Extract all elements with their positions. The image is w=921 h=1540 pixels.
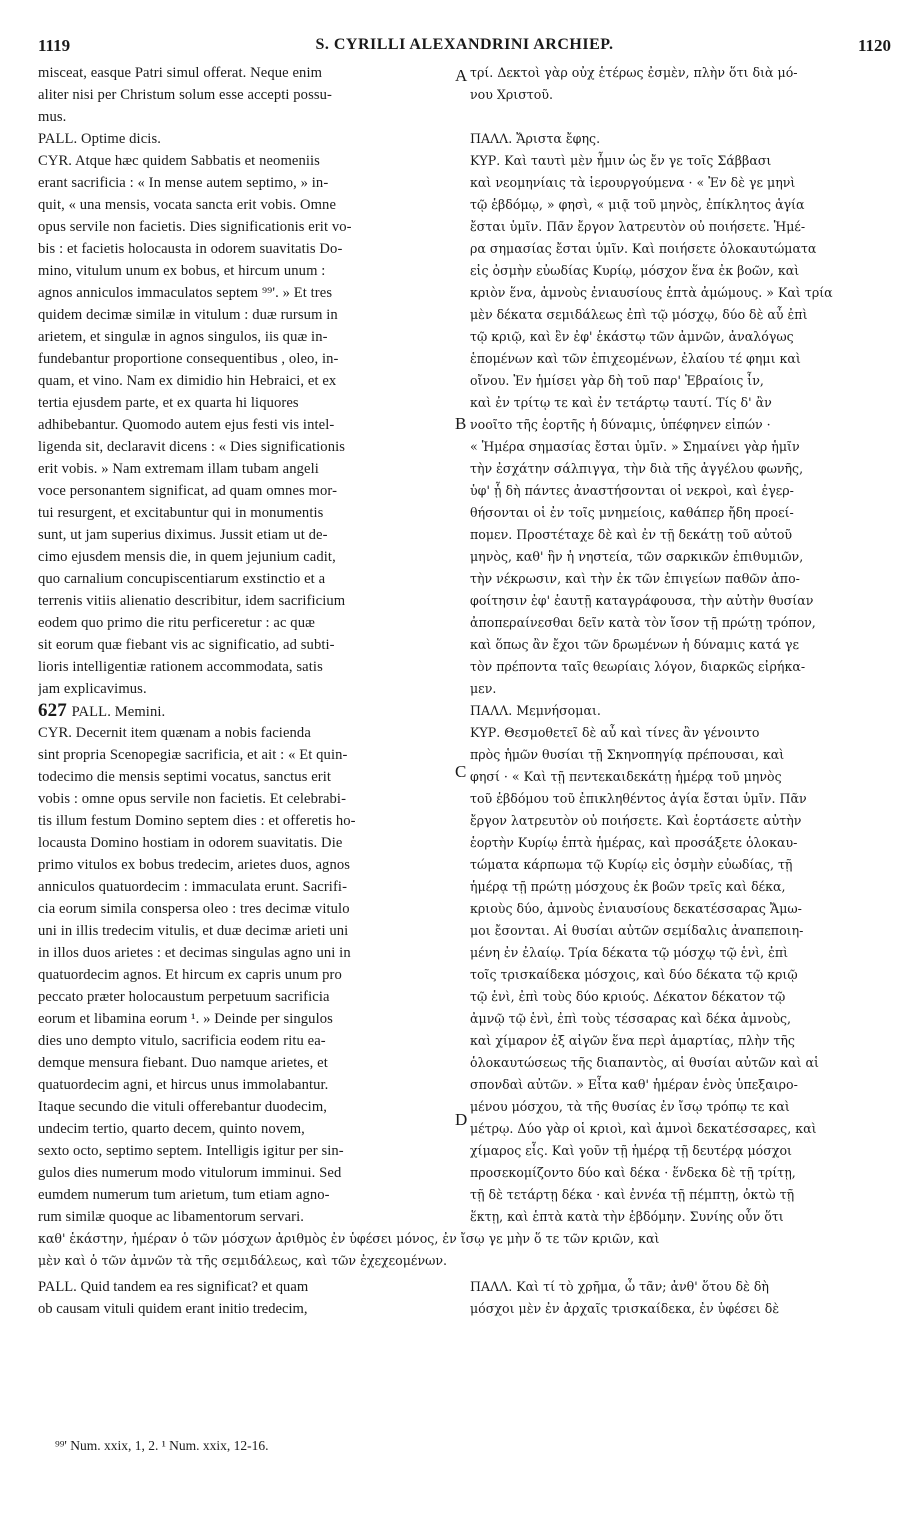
greek-line: τὴν ἐσχάτην σάλπιγγα, τὴν διὰ τῆς ἀγγέλου φωνῆς, <box>470 461 804 476</box>
latin-line: arietem, et singulæ in agnos singulos, iis quæ in- <box>38 329 328 345</box>
greek-line: κριοὺς δύο, ἀμνοὺς ἐνιαυσίους δεκατέσσαρας Ἄμω- <box>470 901 802 916</box>
greek-line: μοι ἔσονται. Αἱ θυσίαι αὐτῶν σεμίδαλις ἀναπεποιη- <box>470 923 804 938</box>
latin-line: quo carnalium concupiscentiarum exstinctio et a <box>38 571 326 587</box>
latin-line: opus servile non facietis. Dies significationis erit vo- <box>38 219 352 235</box>
latin-line: ob causam vituli quidem erant initio tredecim, <box>38 1301 308 1317</box>
latin-line: sint propria Scenopegiæ sacrificia, et ait : « Et quin- <box>38 747 348 763</box>
greek-line: ἑορτὴν Κυρίῳ ἑπτὰ ἡμέρας, καὶ προσάξετε ὁλοκαυ- <box>470 835 798 850</box>
greek-line: προσεκομίζοντο δύο καὶ δέκα · ἕνδεκα δὲ τῇ τρίτῃ, <box>470 1165 796 1180</box>
greek-line: ἀποπεραίνεσθαι δεῖν κατὰ τὸν ἴσον τῇ πρώτῃ τρόπον, <box>470 615 816 630</box>
greek-line: ἑπομένων καὶ τῶν ἐπιχεομένων, ἐλαίου τέ φημι καὶ <box>470 351 801 366</box>
greek-line: νου Χριστοῦ. <box>470 87 554 102</box>
latin-line: todecimo die mensis septimi vocatus, sanctus erit <box>38 769 332 785</box>
greek-line: μένη ἐν ἐλαίῳ. Τρία δέκατα τῷ μόσχῳ τῷ ἑνὶ, ἐπὶ <box>470 945 789 960</box>
dialogue-row <box>38 1276 886 1298</box>
greek-line: τοῦ ἑβδόμου τοῦ ἐπικληθέντος ἁγία ἔσται ὑμῖν. Πᾶν <box>470 791 807 806</box>
greek-line: ἡμέρᾳ τῇ πρώτῃ μόσχους ἐκ βοῶν τρεῖς καὶ δέκα, <box>470 879 786 894</box>
latin-line: erit vobis. » Nam extremam illam tubam angeli <box>38 461 319 477</box>
latin-line: Itaque secundo die vituli offerebantur duodecim, <box>38 1099 328 1115</box>
greek-line: τρί. Δεκτοὶ γὰρ οὐχ ἑτέρως ἐσμὲν, πλὴν ὅτι διὰ μό- <box>470 65 798 80</box>
latin-line: peccato præter holocaustum perpetuum sacrificia <box>38 989 330 1005</box>
greek-line: ἕκτῃ, καὶ ἑπτὰ κατὰ τὴν ἑβδόμην. Συνίης οὖν ὅτι <box>470 1209 784 1224</box>
greek-line: τώματα κάρπωμα τῷ Κυρίῳ εἰς ὀσμὴν εὐωδίας, τῇ <box>470 857 793 872</box>
dialogue-row <box>38 1298 886 1320</box>
section-marker-d: D <box>455 1110 468 1129</box>
greek-line: σπονδαὶ αὐτῶν. » Εἶτα καθ' ἡμέραν ἑνὸς ὑπεξαιρο- <box>470 1077 798 1092</box>
latin-line: PALL. Optime dicis. <box>38 131 161 147</box>
latin-line: PALL. Quid tandem ea res significat? et quam <box>38 1279 309 1295</box>
latin-line: mino, vitulum unum ex bobus, et hircum unum : <box>38 263 326 279</box>
greek-line: μένου μόσχου, τὰ τῆς θυσίας ἐν ἴσῳ τρόπῳ τε καὶ <box>470 1099 790 1114</box>
latin-line: gulos dies numerum modo vitulorum imminui. Sed <box>38 1165 342 1181</box>
latin-line: vobis : omne opus servile non facietis. Et celebrabi- <box>38 791 347 807</box>
greek-line: ἀμνῷ τῷ ἑνὶ, ἐπὶ τοὺς τέσσαρας καὶ δέκα ἀμνοὺς, <box>470 1011 792 1026</box>
greek-line: εἰς ὀσμὴν εὐωδίας Κυρίῳ, μόσχον ἕνα ἐκ βοῶν, καὶ <box>470 263 800 278</box>
page-header <box>38 36 891 60</box>
greek-line: χίμαρος εἷς. Καὶ γοῦν τῇ ἡμέρᾳ τῇ δευτέρᾳ μόσχοι <box>470 1143 792 1158</box>
latin-line: primo vitulos ex bobus tredecim, arietes duos, agnos <box>38 857 351 873</box>
latin-line: adhibebantur. Quomodo autem ejus festi vis intel- <box>38 417 335 433</box>
latin-line: lioris intelligentiæ rationem accommodata, satis <box>38 659 323 675</box>
greek-line: πρὸς ἡμῶν θυσίαι τῇ Σκηνοπηγίᾳ πρέπουσαι, καὶ <box>470 747 785 762</box>
greek-line: νοοῖτο τῆς ἑορτῆς ἡ δύναμις, ὑπέφηνεν εἰπών · <box>470 417 771 432</box>
greek-line: θήσονται οἱ ἐν τοῖς μνημείοις, καθάπερ ἤδη προεί- <box>470 505 794 520</box>
latin-line: erant sacrificia : « In mense autem septimo, » in- <box>38 175 329 191</box>
greek-line: κριὸν ἕνα, ἀμνοὺς ἐνιαυσίους ἑπτὰ ἀμώμους. » Καὶ τρία <box>470 285 833 300</box>
latin-line: misceat, easque Patri simul offerat. Neque enim <box>38 65 323 81</box>
greek-line: μέτρῳ. Δύο γὰρ οἱ κριοὶ, καὶ ἀμνοὶ δεκατέσσαρες, καὶ <box>470 1121 817 1136</box>
greek-line: τὴν νέκρωσιν, καὶ τὴν ἐκ τῶν ἐπιγείων παθῶν ἀπο- <box>470 571 800 586</box>
latin-line: jam explicavimus. <box>38 681 147 697</box>
greek-line: πομεν. Προστέταχε δὲ καὶ ἐν τῇ δεκάτῃ τοῦ αὐτοῦ <box>470 527 793 542</box>
latin-line: 627 PALL. Memini. <box>38 700 166 721</box>
greek-line: τοῖς τρισκαίδεκα μόσχοις, καὶ δύο δέκατα τῷ κριῷ <box>470 967 798 982</box>
latin-line: tertia ejusdem parte, et ex quarta hi liquores <box>38 395 299 411</box>
greek-line: φησί · « Καὶ τῇ πεντεκαιδεκάτῃ ἡμέρᾳ τοῦ μηνὸς <box>470 769 782 784</box>
greek-line: ΚΥΡ. Καὶ ταυτὶ μὲν ἦμιν ὡς ἔν γε τοῖς Σάββασι <box>470 153 772 168</box>
greek-line: μεν. <box>470 681 497 696</box>
greek-column <box>470 62 886 1228</box>
greek-line: ΚΥΡ. Θεσμοθετεῖ δὲ αὖ καὶ τίνες ἂν γένοιντο <box>470 725 760 740</box>
greek-line: ὑφ' ᾗ δὴ πάντες ἀναστήσονται οἱ νεκροὶ, καὶ ἐγερ- <box>470 483 794 498</box>
latin-line: eorum et libamina eorum ¹. » Deinde per singulos <box>38 1011 333 1027</box>
latin-line: in illos duos arietes : et decimas singulas agno uni in <box>38 945 351 961</box>
greek-line: μηνὸς, καθ' ἣν ἡ νηστεία, τῶν σαρκικῶν ἐπιθυμιῶν, <box>470 549 804 564</box>
latin-line: uni in illis tredecim vitulis, et duæ decimæ arieti uni <box>38 923 349 939</box>
latin-line: tui resurgent, et excitabuntur qui in monumentis <box>38 505 324 521</box>
latin-line: undecim tertio, quarto decem, quinto novem, <box>38 1121 305 1137</box>
latin-line: rum similæ quoque ac libamentorum servari. <box>38 1209 305 1225</box>
final-dialogue-rows <box>38 1276 886 1320</box>
greek-line: τῷ κριῷ, καὶ ἓν ἐφ' ἑκάστῳ τῶν ἀμνῶν, ἀναλόγως <box>470 329 794 344</box>
latin-line: CYR. Decernit item quænam a nobis facienda <box>38 725 311 741</box>
footnote: ⁹⁹' Num. xxix, 1, 2. ¹ Num. xxix, 12-16. <box>55 1438 269 1453</box>
greek-line: ρα σημασίας ἔσται ὑμῖν. Καὶ ποιήσετε ὁλοκαυτώματα <box>470 241 817 256</box>
latin-line: locausta Domino hostiam in odorem suavitatis. Die <box>38 835 343 851</box>
wide-greek-line: καθ' ἑκάστην, ἡμέραν ὁ τῶν μόσχων ἀριθμὸς ἐν ὑφέσει μόνος, ἐν ἴσῳ γε μὴν ὅ τε τῶν κριῶν, καὶ <box>38 1231 660 1246</box>
latin-line: dies uno dempto vitulo, sacrificia eodem ritu ea- <box>38 1033 326 1049</box>
latin-line: mus. <box>38 109 67 125</box>
wide-greek-line: μὲν καὶ ὁ τῶν ἀμνῶν τὰ τῆς σεμιδάλεως, καὶ τῶν ἐχεχεομένων. <box>38 1253 448 1268</box>
greek-line: οἴνου. Ἐν ἡμίσει γὰρ δὴ τοῦ παρ' Ἑβραίοις ἶν, <box>470 373 764 388</box>
latin-line: eodem quo primo die ritu perficeretur : ac quæ <box>38 615 315 631</box>
latin-line: CYR. Atque hæc quidem Sabbatis et neomeniis <box>38 153 320 169</box>
latin-line: ligenda sit, declaravit dicens : « Dies significationis <box>38 439 346 455</box>
greek-line: τῷ ἑβδόμῳ, » φησὶ, « μιᾷ τοῦ μηνὸς, ἐπίκλητος ἁγία <box>470 197 805 212</box>
latin-line: terrenis vitiis alienatio describitur, idem sacrificium <box>38 593 346 609</box>
greek-line: φοίτησιν ἐφ' ἑαυτῇ καταγράφουσα, τὴν αὐτὴν θυσίαν <box>470 593 814 608</box>
greek-line: ἔσται ὑμῖν. Πᾶν ἔργον λατρευτὸν οὐ ποιήσετε. Ἡμέ- <box>470 219 806 234</box>
latin-line: quatuordecim agnos. Et hircum ex capris unum pro <box>38 967 342 983</box>
greek-line <box>470 106 886 128</box>
section-marker-a: A <box>455 66 468 85</box>
greek-line: καὶ χίμαρον ἐξ αἰγῶν ἕνα περὶ ἁμαρτίας, πλὴν τῆς <box>470 1033 795 1048</box>
latin-line: voce personantem significat, ad quam omnes mor- <box>38 483 338 499</box>
latin-line: eumdem numerum tum arietum, tum etiam agno- <box>38 1187 330 1203</box>
right-page-number: 1120 <box>857 36 891 55</box>
latin-line: quatuordecim agni, et hircus unus immolabantur. <box>38 1077 329 1093</box>
section-marker-c: C <box>455 762 467 781</box>
greek-line: τὸν πρέποντα ταῖς θεωρίαις λόγον, διαρκῶς εἰρήκα- <box>470 659 806 674</box>
latin-line: bis : et facietis holocausta in odorem suavitatis Do- <box>38 241 343 257</box>
latin-line: agnos anniculos immaculatos septem ⁹⁹'. » Et tres <box>38 285 333 301</box>
latin-line: aliter nisi per Christum solum esse accepti possu- <box>38 87 332 103</box>
greek-line: καὶ ἐν τρίτῳ τε καὶ ἐν τετάρτῳ ταυτί. Τίς δ' ἂν <box>470 395 772 410</box>
greek-line: μὲν δέκατα σεμιδάλεως ἐπὶ τῷ μόσχῳ, δύο δὲ αὖ ἐπὶ <box>470 307 808 322</box>
latin-line: quam, et vino. Nam ex dimidio hin Hebraici, et ex <box>38 373 337 389</box>
section-marker-b: B <box>455 414 467 433</box>
left-page-number: 1119 <box>38 36 71 55</box>
latin-line: sunt, ut jam superius diximus. Jussit etiam ut de- <box>38 527 328 543</box>
latin-line: cia eorum simila conspersa oleo : tres decimæ vitulo <box>38 901 350 917</box>
greek-line: τῇ δὲ τετάρτῃ δέκα · καὶ ἐννέα τῇ πέμπτῃ, ὀκτὼ τῇ <box>470 1187 795 1202</box>
greek-line: ἔργον λατρευτὸν οὐ ποιήσετε. Καὶ ἑορτάσετε αὐτὴν <box>470 813 802 828</box>
latin-column <box>38 62 454 1228</box>
latin-line: anniculos quatuordecim : immaculata erunt. Sacrifi- <box>38 879 348 895</box>
latin-line: tis illum festum Domino septem dies : et offeretis ho- <box>38 813 356 829</box>
greek-line: ΠΑΛΛ. Καὶ τί τὸ χρῆμα, ὦ τᾶν; ἀνθ' ὅτου δὲ δὴ <box>470 1279 769 1294</box>
greek-line: ΠΑΛΛ. Ἄριστα ἔφης. <box>470 131 601 146</box>
latin-line: sit eorum quæ fiebant vis ac significatio, ad subti- <box>38 637 335 653</box>
greek-line: ΠΑΛΛ. Μεμνήσομαι. <box>470 703 601 718</box>
greek-line: τῷ ἑνὶ, ἐπὶ τοὺς δύο κριούς. Δέκατον δέκατον τῷ <box>470 989 786 1004</box>
latin-line: quit, « una mensis, vocata sancta erit vobis. Omne <box>38 197 337 213</box>
greek-line: ὁλοκαυτώσεως τῆς διαπαντὸς, αἱ θυσίαι αὐτῶν καὶ αἱ <box>470 1055 819 1070</box>
latin-line: fundebantur proportione consequentibus , oleo, in- <box>38 351 339 367</box>
running-title: S. CYRILLI ALEXANDRINI ARCHIEP. <box>315 36 614 53</box>
greek-line: μόσχοι μὲν ἐν ἀρχαῖς τρισκαίδεκα, ἐν ὑφέσει δὲ <box>470 1301 780 1316</box>
latin-line: demque mensura fiebant. Duo namque arietes, et <box>38 1055 328 1071</box>
greek-line: καὶ νεομηνίαις τὰ ἱερουργούμενα · « Ἐν δὲ γε μηνὶ <box>470 175 796 190</box>
latin-line: quidem decimæ similæ in vitulum : duæ rursum in <box>38 307 338 323</box>
latin-line: cimo ejusdem mensis die, in quem jejunium cadit, <box>38 549 336 565</box>
latin-line: sexto octo, septimo septem. Intelligis igitur per sin- <box>38 1143 344 1159</box>
greek-line: « Ἡμέρα σημασίας ἔσται ὑμῖν. » Σημαίνει γὰρ ἡμῖν <box>470 439 800 454</box>
greek-line: καὶ ὅπως ἂν ἔχοι τῶν δρωμένων ἡ δύναμις κατά γε <box>470 637 800 652</box>
